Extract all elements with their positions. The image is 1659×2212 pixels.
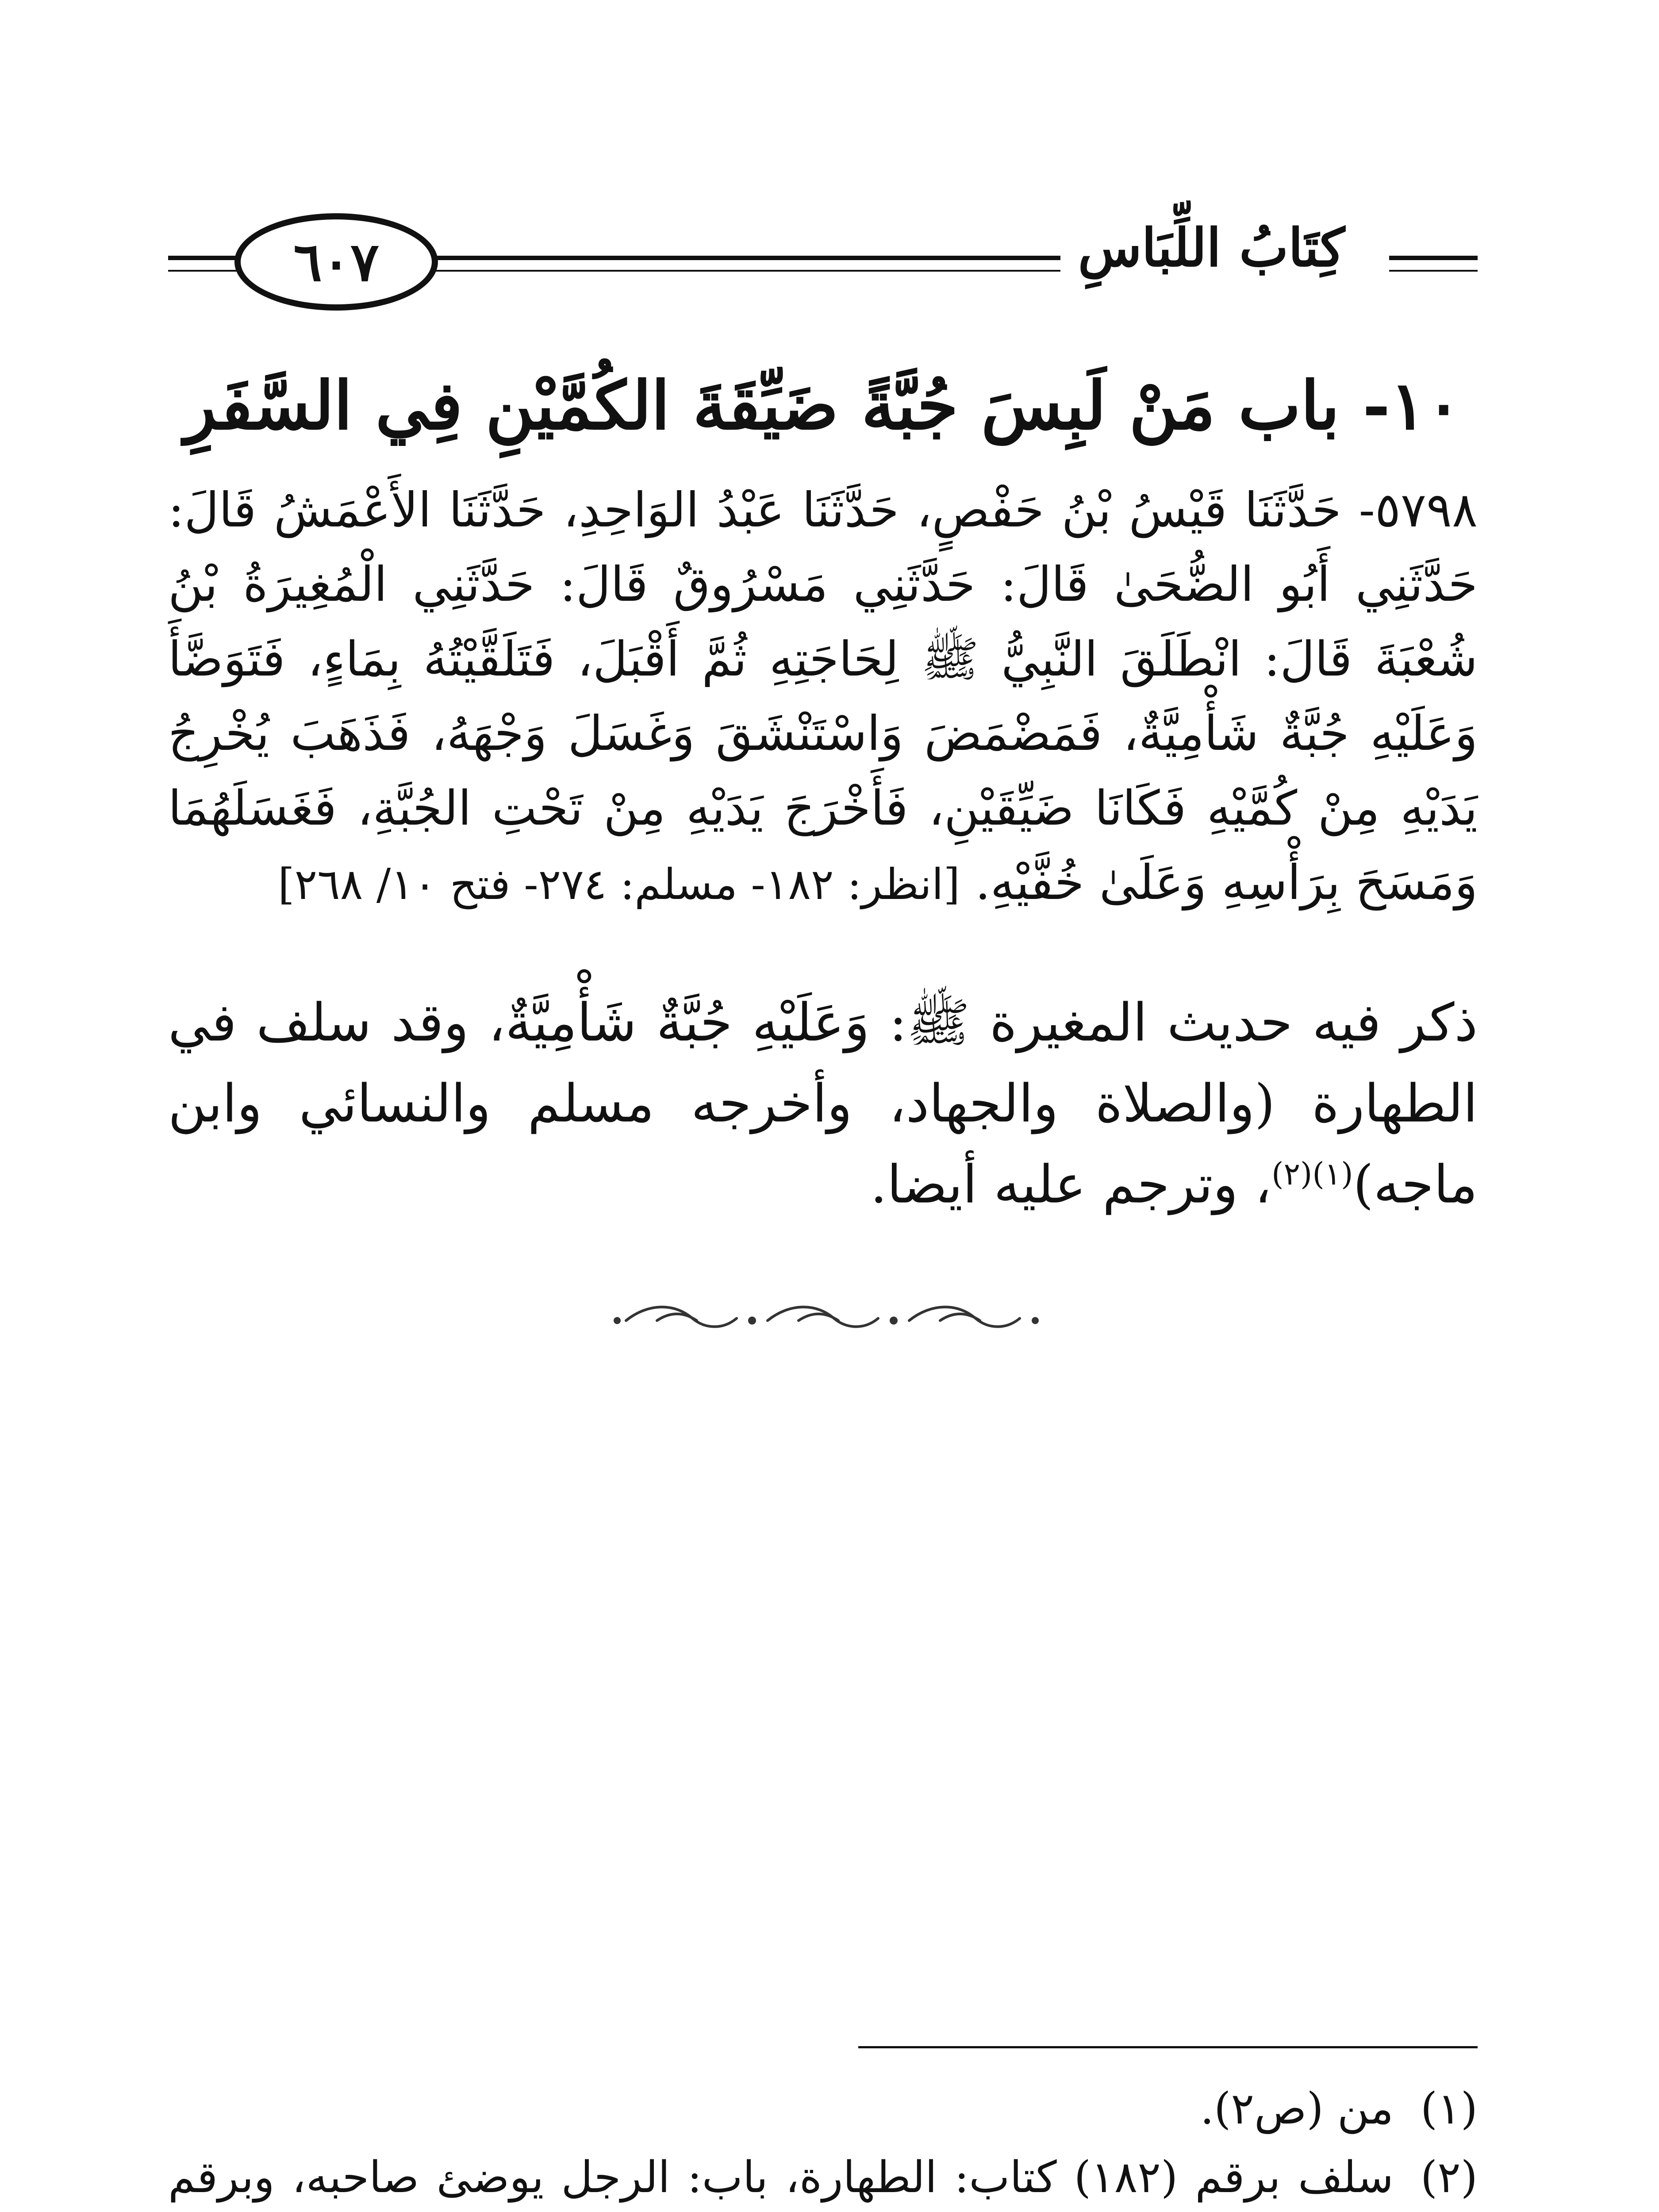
commentary-text-end: ، وترجم عليه أيضا.	[870, 1153, 1272, 1215]
running-title: كِتَابُ اللِّبَاسِ	[1060, 217, 1363, 278]
footnote-marks[interactable]: (١)(٢)	[1271, 1156, 1353, 1192]
footnote-text: سلف برقم (١٨٢) كتاب: الطهارة، باب: الرجل يوضئ صاحبه، وبرقم	[168, 2152, 1394, 2203]
commentary-text: ذكر فيه حديث المغيرة ﷺ: وَعَلَيْهِ جُبَّةٌ شَأْمِيَّةٌ، وقد سلف في الطهارة (والصلاة والجهاد، وأخرجه مسلم والنسائي وابن ماجه)	[168, 992, 1478, 1215]
footnote-number: (٢)	[1420, 2152, 1478, 2203]
hadith-block	[168, 473, 1478, 921]
footnote-1	[168, 2075, 1478, 2143]
footnote-text: من (ص٢).	[1200, 2084, 1394, 2134]
ornament-divider	[608, 1298, 1051, 1338]
chapter-heading: ١٠- باب مَنْ لَبِسَ جُبَّةً ضَيِّقَةَ الكُمَّيْنِ فِي السَّفَرِ	[184, 367, 1462, 445]
page-number: ٦٠٧	[234, 213, 438, 311]
header-rule-right-thin	[1389, 270, 1478, 272]
footnotes	[168, 2075, 1478, 2212]
header-rule-right	[1389, 256, 1478, 260]
hadith-text: ٥٧٩٨- حَدَّثَنَا قَيْسُ بْنُ حَفْصٍ، حَدَّثَنَا عَبْدُ الوَاحِدِ، حَدَّثَنَا الأَعْمَشُ قَالَ: حَدَّثَنِي أَبُو الضُّحَىٰ قَالَ: حَدَّثَنِي مَسْرُوقٌ قَالَ: حَدَّثَنِي الْمُغِيرَةُ بْنُ شُعْبَةَ قَالَ: انْطَلَقَ النَّبِيُّ ﷺ لِحَاجَتِهِ ثُمَّ أَقْبَلَ، فَتَلَقَّيْتُهُ بِمَاءٍ، فَتَوَضَّأَ وَعَلَيْهِ جُبَّةٌ شَأْمِيَّةٌ، فَمَضْمَضَ وَاسْتَنْشَقَ وَغَسَلَ وَجْهَهُ، فَذَهَبَ يُخْرِجُ يَدَيْهِ مِنْ كُمَّيْهِ فَكَانَا ضَيِّقَيْنِ، فَأَخْرَجَ يَدَيْهِ مِنْ تَحْتِ الجُبَّةِ، فَغَسَلَهُمَا وَمَسَحَ بِرَأْسِهِ وَعَلَىٰ خُفَّيْهِ.	[168, 483, 1478, 911]
page-header	[168, 208, 1478, 319]
commentary-block	[168, 982, 1478, 1225]
footnote-2	[168, 2143, 1478, 2212]
hadith-reference: [انظر: ١٨٢- مسلم: ٢٧٤- فتح ١٠/ ٢٦٨]	[278, 860, 960, 910]
footnote-separator	[858, 2046, 1478, 2048]
footnote-number: (١)	[1420, 2084, 1478, 2134]
